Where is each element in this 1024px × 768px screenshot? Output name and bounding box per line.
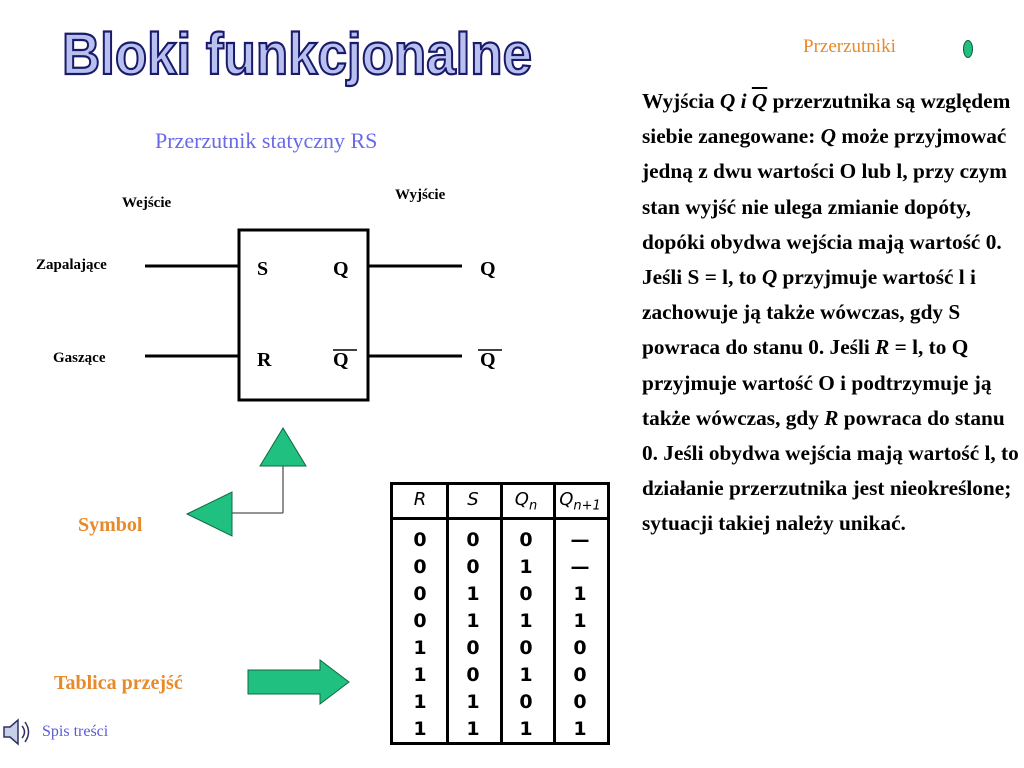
desc-part: przyjmuje wartość l i zachowuje ją także wówczas, gdy S powraca do stanu 0. Jeśli bbox=[642, 265, 976, 360]
desc-r: R bbox=[875, 335, 890, 360]
truth-table-cell: 1 bbox=[466, 691, 480, 713]
truth-table-cell: 1 bbox=[466, 610, 480, 632]
desc-q: Q bbox=[719, 89, 736, 113]
transition-table-label: Tablica przejść bbox=[54, 672, 183, 694]
oval-icon bbox=[963, 40, 973, 58]
truth-table-cell: 0 bbox=[466, 664, 480, 686]
truth-table-cell: 0 bbox=[573, 637, 587, 659]
truth-table-cell: 1 bbox=[573, 718, 587, 740]
truth-table-cell: 0 bbox=[573, 664, 587, 686]
truth-table-cell: 0 bbox=[573, 691, 587, 713]
set-input-label: Zapalające bbox=[36, 257, 107, 273]
truth-table-cell: 0 bbox=[413, 583, 427, 605]
truth-table-cell: 1 bbox=[573, 583, 587, 605]
desc-part: = l, to Q przyjmuje wartość O i podtrzymuje ją także wówczas, gdy bbox=[642, 335, 992, 430]
truth-table-cell: 0 bbox=[519, 691, 533, 713]
desc-i: i bbox=[735, 89, 752, 113]
desc-r: R bbox=[824, 405, 839, 430]
right-arrow-icon bbox=[248, 660, 349, 704]
speaker-icon[interactable] bbox=[0, 712, 36, 752]
truth-table-cell: — bbox=[570, 529, 590, 551]
truth-table bbox=[390, 482, 610, 745]
truth-table-cell: 1 bbox=[519, 556, 533, 578]
truth-table-header-cell: $Q_{n+1}$ bbox=[559, 489, 601, 514]
truth-table-cell: 1 bbox=[413, 664, 427, 686]
desc-part: Wyjścia bbox=[642, 89, 720, 113]
desc-q: Q bbox=[820, 124, 837, 149]
output-header: Wyjście bbox=[395, 187, 446, 203]
truth-table-cell: 0 bbox=[413, 529, 427, 551]
truth-table-cell: 0 bbox=[466, 637, 480, 659]
up-arrow-icon bbox=[260, 428, 306, 466]
truth-table-cell: 0 bbox=[466, 529, 480, 551]
truth-table-cell: 1 bbox=[519, 610, 533, 632]
truth-table-cell: 0 bbox=[519, 529, 533, 551]
desc-qbar: $\overline{Q}$ bbox=[751, 89, 768, 113]
output-q: Q bbox=[480, 258, 496, 280]
input-header: Wejście bbox=[122, 195, 172, 211]
toc-nav[interactable] bbox=[0, 712, 108, 752]
reset-input-label: Gaszące bbox=[53, 350, 106, 366]
truth-table-cell: 1 bbox=[466, 718, 480, 740]
pin-q: Q bbox=[333, 258, 349, 280]
left-arrow-icon bbox=[187, 492, 232, 536]
truth-table-cell: 0 bbox=[519, 583, 533, 605]
truth-table-cell: 1 bbox=[519, 664, 533, 686]
toc-link[interactable]: Spis treści bbox=[42, 723, 109, 740]
truth-table-cell: 0 bbox=[413, 610, 427, 632]
page-title-text: Bloki funkcjonalne bbox=[62, 22, 532, 87]
truth-table-cell: 1 bbox=[466, 583, 480, 605]
pin-s: S bbox=[257, 258, 269, 280]
truth-table-cell: 1 bbox=[413, 718, 427, 740]
truth-table-cell: — bbox=[570, 556, 590, 578]
truth-table-cell: 0 bbox=[466, 556, 480, 578]
flipflop-box bbox=[239, 230, 368, 400]
truth-table-cell: 1 bbox=[519, 718, 533, 740]
truth-table-cell: 1 bbox=[573, 610, 587, 632]
description-text bbox=[642, 84, 1022, 542]
truth-table-cell: 0 bbox=[519, 637, 533, 659]
truth-table-header-cell: S bbox=[467, 489, 479, 510]
truth-table-cell: 0 bbox=[413, 556, 427, 578]
pin-r: R bbox=[257, 349, 272, 371]
desc-part: przerzutnika są względem siebie zanegowane: bbox=[642, 89, 1011, 149]
truth-table-header-cell: R bbox=[413, 489, 427, 510]
desc-q: Q bbox=[761, 265, 778, 290]
desc-part: może przyjmować jedną z dwu wartości O lub l, przy czym stan wyjść nie ulega zmianie dopóty, dopóki obydwa wejścia mają wartość 0. Jeśli S = l, to bbox=[642, 124, 1007, 290]
symbol-label: Symbol bbox=[78, 514, 143, 536]
topic-label: Przerzutniki bbox=[803, 36, 896, 57]
truth-table-header-cell: $Q_n$ bbox=[514, 489, 538, 514]
diagram-title: Przerzutnik statyczny RS bbox=[155, 128, 378, 153]
desc-part: powraca do stanu 0. Jeśli obydwa wejścia mają wartość l, to działanie przerzutnika jest nieokreślone; sytuacji takiej należy unikać. bbox=[642, 405, 1019, 536]
output-qbar: Q bbox=[480, 349, 496, 371]
truth-table-cell: 1 bbox=[413, 691, 427, 713]
pin-qbar: Q bbox=[333, 349, 349, 371]
truth-table-cell: 1 bbox=[413, 637, 427, 659]
